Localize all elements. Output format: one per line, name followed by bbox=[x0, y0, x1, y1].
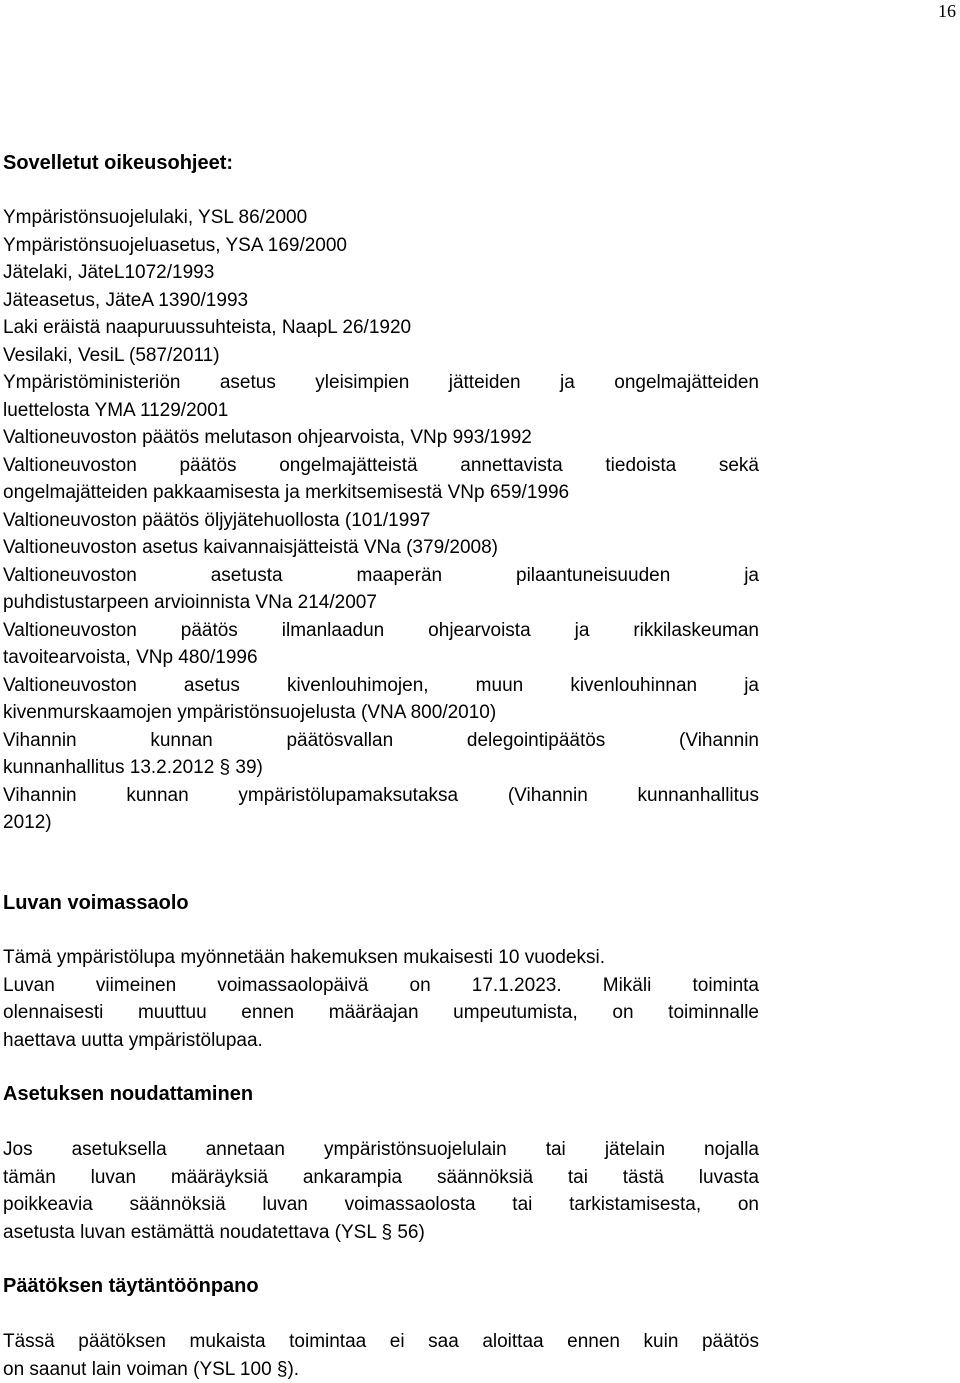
page-number: 16 bbox=[938, 1, 956, 21]
text-line: on saanut lain voiman (YSL 100 §). bbox=[3, 1358, 300, 1380]
text-line: Valtioneuvoston päätös melutason ohjearvoista, VNp 993/1992 bbox=[3, 427, 532, 448]
text-line: Valtioneuvoston päätös ilmanlaadun ohjearvoista ja rikkilaskeuman bbox=[3, 619, 759, 641]
heading-regulation-compliance: Asetuksen noudattaminen bbox=[3, 1083, 254, 1105]
text-line: poikkeavia säännöksiä luvan voimassaolosta tai tarkistamisesta, on bbox=[3, 1194, 759, 1215]
text-line: haettava uutta ympäristölupaa. bbox=[3, 1029, 263, 1051]
text-line: tämän luvan määräyksiä ankarampia säännöksiä tai tästä luvasta bbox=[3, 1166, 759, 1188]
text-line: tavoitearvoista, VNp 480/1996 bbox=[3, 647, 258, 668]
text-line: Laki eräistä naapuruussuhteista, NaapL 26/1920 bbox=[3, 317, 412, 338]
text-line: Tämä ympäristölupa myönnetään hakemuksen mukaisesti 10 vuodeksi. bbox=[3, 947, 605, 968]
text-line: Luvan viimeinen voimassaolopäivä on 17.1.2023. Mikäli toiminta bbox=[3, 974, 759, 996]
text-line: Tässä päätöksen mukaista toimintaa ei saa aloittaa ennen kuin päätös bbox=[3, 1331, 759, 1352]
text-line: ongelmajätteiden pakkaamisesta ja merkitsemisestä VNp 659/1996 bbox=[3, 482, 570, 503]
text-line: Vesilaki, VesiL (587/2011) bbox=[3, 344, 220, 366]
text-line: Valtioneuvoston asetus kivenlouhimojen, muun kivenlouhinnan ja bbox=[3, 674, 759, 696]
applied-regulations-list bbox=[3, 204, 759, 837]
text-line: kivenmurskaamojen ympäristönsuojelusta (VNA 800/2010) bbox=[3, 702, 497, 723]
text-line: luettelosta YMA 1129/2001 bbox=[3, 399, 229, 421]
text-line: Vihannin kunnan päätösvallan delegointipäätös (Vihannin bbox=[3, 729, 759, 751]
text-line: asetusta luvan estämättä noudatettava (YSL § 56) bbox=[3, 1221, 425, 1243]
decision-enforcement-text bbox=[3, 1328, 759, 1383]
text-line: Ympäristönsuojelulaki, YSL 86/2000 bbox=[3, 207, 308, 228]
text-line: Valtioneuvoston asetus kaivannaisjätteistä VNa (379/2008) bbox=[3, 537, 499, 558]
text-line: Vihannin kunnan ympäristölupamaksutaksa (Vihannin kunnanhallitus bbox=[3, 784, 759, 806]
text-line: Jätelaki, JäteL1072/1993 bbox=[3, 262, 215, 283]
text-line: puhdistustarpeen arvioinnista VNa 214/2007 bbox=[3, 592, 377, 613]
text-line: kunnanhallitus 13.2.2012 § 39) bbox=[3, 757, 263, 778]
text-line: Jos asetuksella annetaan ympäristönsuojelulain tai jätelain nojalla bbox=[3, 1139, 759, 1160]
text-line: 2012) bbox=[3, 812, 52, 833]
text-line: olennaisesti muuttuu ennen määräajan umpeutumista, on toiminnalle bbox=[3, 1002, 759, 1023]
text-line: Valtioneuvoston päätös ongelmajätteistä annettavista tiedoista sekä bbox=[3, 454, 759, 476]
heading-permit-validity: Luvan voimassaolo bbox=[3, 892, 189, 914]
heading-applied-regulations: Sovelletut oikeusohjeet: bbox=[3, 152, 234, 174]
permit-validity-text bbox=[3, 944, 759, 1054]
text-line: Valtioneuvoston asetusta maaperän pilaantuneisuuden ja bbox=[3, 564, 759, 586]
text-line: Ympäristönsuojeluasetus, YSA 169/2000 bbox=[3, 234, 347, 256]
regulation-compliance-text bbox=[3, 1136, 759, 1246]
heading-decision-enforcement: Päätöksen täytäntöönpano bbox=[3, 1275, 259, 1297]
text-line: Valtioneuvoston päätös öljyjätehuollosta (101/1997 bbox=[3, 509, 431, 531]
text-line: Ympäristöministeriön asetus yleisimpien jätteiden ja ongelmajätteiden bbox=[3, 372, 759, 393]
text-line: Jäteasetus, JäteA 1390/1993 bbox=[3, 289, 249, 311]
